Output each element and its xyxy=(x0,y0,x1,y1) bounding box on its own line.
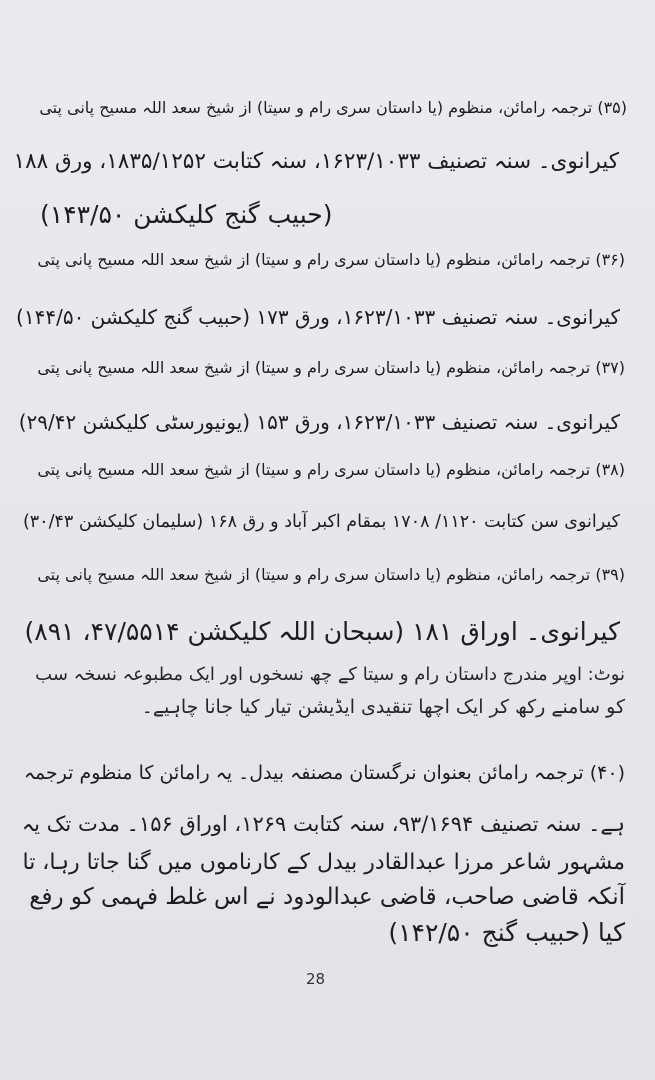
entry-35-line-1: (۳۵) ترجمہ رامائن، منظوم (یا داستان سری رام و سیتا) از شیخ سعد اللہ مسیح پانی پتی xyxy=(39,98,627,117)
entry-40-line-5: کیا (حبیب گنج ۱۴۲/۵۰) xyxy=(388,918,625,947)
entry-38-line-1: (۳۸) ترجمہ رامائن، منظوم (یا داستان سری رام و سیتا) از شیخ سعد اللہ مسیح پانی پتی xyxy=(37,460,625,479)
note-line-2: کو سامنے رکھ کر ایک اچھا تنقیدی ایڈیشن تیار کیا جانا چاہیے۔ xyxy=(141,696,625,718)
page-number: 28 xyxy=(306,970,326,988)
entry-40-line-3: مشہور شاعر مرزا عبدالقادر بیدل کے کارناموں میں گنا جاتا رہا، تا xyxy=(22,850,625,875)
entry-37-line-2: کیرانوی۔ سنہ تصنیف ۱۶۲۳/۱۰۳۳، ورق ۱۵۳ (یونیورسٹی کلیکشن ۲۹/۴۲) xyxy=(18,410,620,434)
entry-35-line-2: کیرانوی۔ سنہ تصنیف ۱۶۲۳/۱۰۳۳، سنہ کتابت ۱۸۳۵/۱۲۵۲، ورق ۱۸۸ xyxy=(13,149,619,174)
entry-35-ref: (حبیب گنج کلیکشن ۱۴۳/۵۰) xyxy=(40,200,333,229)
entry-39-line-2: کیرانوی۔ اوراق ۱۸۱ (سبحان اللہ کلیکشن ۴۷/۵۵۱۴، ۸۹۱) xyxy=(24,617,620,646)
entry-40-line-4: آنکہ قاضی صاحب، قاضی عبدالودود نے اس غلط فہمی کو رفع xyxy=(29,884,625,910)
entry-36-line-2: کیرانوی۔ سنہ تصنیف ۱۶۲۳/۱۰۳۳، ورق ۱۷۳ (حبیب گنج کلیکشن ۱۴۴/۵۰) xyxy=(16,305,620,329)
entry-38-line-2: کیرانوی سن کتابت ۱۱۲۰/ ۱۷۰۸ بمقام اکبر آباد و رق ۱۶۸ (سلیمان کلیکشن ۳۰/۴۳) xyxy=(22,512,620,532)
entry-37-line-1: (۳۷) ترجمہ رامائن، منظوم (یا داستان سری رام و سیتا) از شیخ سعد اللہ مسیح پانی پتی xyxy=(37,358,625,377)
entry-40-line-2: ہے۔ سنہ تصنیف ۹۳/۱۶۹۴، سنہ کتابت ۱۲۶۹، اوراق ۱۵۶۔ مدت تک یہ xyxy=(21,812,625,836)
entry-36-line-1: (۳۶) ترجمہ رامائن، منظوم (یا داستان سری رام و سیتا) از شیخ سعد اللہ مسیح پانی پتی xyxy=(37,250,625,269)
entry-39-line-1: (۳۹) ترجمہ رامائن، منظوم (یا داستان سری رام و سیتا) از شیخ سعد اللہ مسیح پانی پتی xyxy=(37,565,625,584)
entry-40-line-1: (۴۰) ترجمہ رامائن بعنوان نرگستان مصنفہ بیدل۔ یہ رامائن کا منظوم ترجمہ xyxy=(23,762,625,784)
note-line-1: نوٹ: اوپر مندرج داستان رام و سیتا کے چھ نسخوں اور ایک مطبوعہ نسخہ سب xyxy=(35,664,625,685)
